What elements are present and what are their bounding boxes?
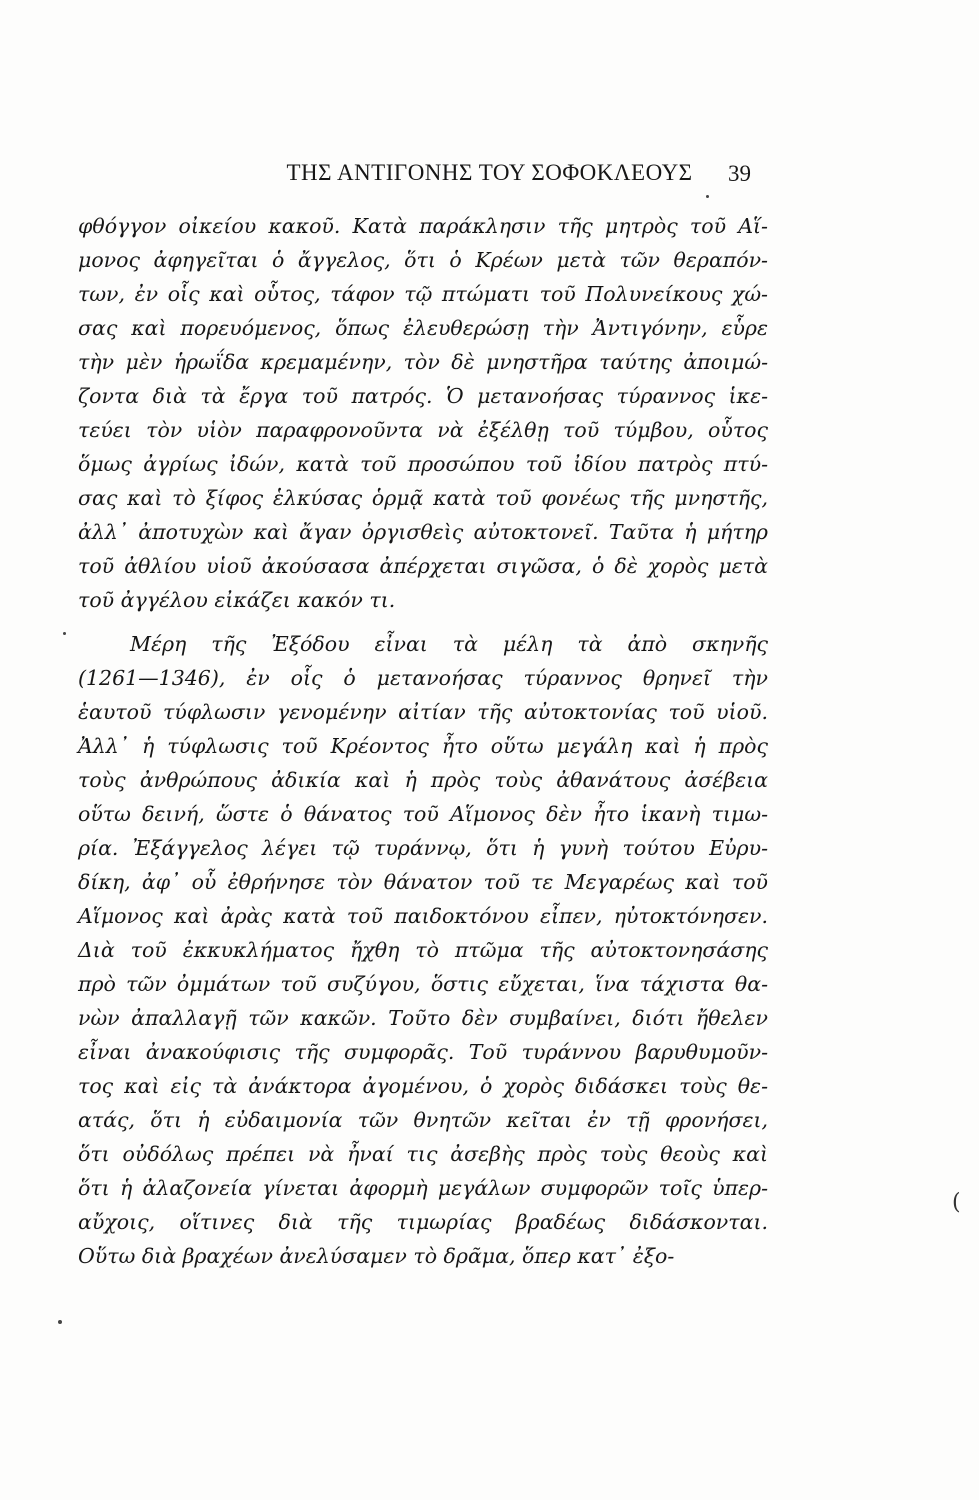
text-line: τος καὶ εἰς τὰ ἀνάκτορα ἀγομένου, ὁ χορὸς διδάσκει τοὺς θε- bbox=[78, 1074, 768, 1098]
text-line: φθόγγον οἰκείου κακοῦ. Κατὰ παράκλησιν τῆς μητρὸς τοῦ Αἵ- bbox=[78, 214, 768, 238]
text-line: ἀλλ᾽ ἀποτυχὼν καὶ ἄγαν ὀργισθεὶς αὐτοκτονεῖ. Ταῦτα ἡ μήτηρ bbox=[78, 520, 768, 544]
text-line-paragraph-end: Οὕτω διὰ βραχέων ἀνελύσαμεν τὸ δρᾶμα, ὅπερ κατ᾽ ἐξο- bbox=[78, 1244, 675, 1268]
text-line: δίκη, ἀφ᾽ οὗ ἐθρήνησε τὸν θάνατον τοῦ τε Μεγαρέως καὶ τοῦ bbox=[78, 870, 768, 894]
running-header-title: ΤΗΣ ΑΝΤΙΓΟΝΗΣ ΤΟΥ ΣΟΦΟΚΛΕΟΥΣ bbox=[286, 160, 693, 185]
text-line: σας καὶ πορευόμενος, ὅπως ἐλευθερώσῃ τὴν Ἀντιγόνην, εὗρε bbox=[78, 316, 768, 340]
text-line: τεύει τὸν υἱὸν παραφρονοῦντα νὰ ἐξέλθῃ τοῦ τύμβου, οὗτος bbox=[78, 418, 768, 442]
text-line: (1261—1346), ἐν οἷς ὁ μετανοήσας τύραννος θρηνεῖ τὴν bbox=[78, 666, 768, 690]
text-line: ατάς, ὅτι ἡ εὐδαιμονία τῶν θνητῶν κεῖται ἐν τῇ φρονήσει, bbox=[78, 1108, 768, 1132]
text-line: Ἀλλ᾽ ἡ τύφλωσις τοῦ Κρέοντος ἦτο οὕτω μεγάλη καὶ ἡ πρὸς bbox=[78, 734, 768, 758]
text-line: τοῦ ἀθλίου υἱοῦ ἀκούσασα ἀπέρχεται σιγῶσα, ὁ δὲ χορὸς μετὰ bbox=[78, 554, 768, 578]
ink-speck bbox=[58, 1320, 62, 1324]
text-line: ὅμως ἀγρίως ἰδών, κατὰ τοῦ προσώπου τοῦ ἰδίου πατρὸς πτύ- bbox=[78, 452, 768, 476]
text-line: μονος ἀφηγεῖται ὁ ἄγγελος, ὅτι ὁ Κρέων μετὰ τῶν θεραπόν- bbox=[78, 248, 768, 272]
page-number: 39 bbox=[728, 161, 751, 186]
ink-speck bbox=[706, 195, 709, 198]
text-line-paragraph-start: Μέρη τῆς Ἐξόδου εἶναι τὰ μέλη τὰ ἀπὸ σκηνῆς bbox=[130, 632, 768, 656]
text-line: ὅτι οὐδόλως πρέπει νὰ ἦναί τις ἀσεβὴς πρὸς τοὺς θεοὺς καὶ bbox=[78, 1142, 768, 1166]
text-line-paragraph-end: τοῦ ἀγγέλου εἰκάζει κακόν τι. bbox=[78, 588, 396, 612]
text-line: ζοντα διὰ τὰ ἔργα τοῦ πατρός. Ὁ μετανοήσας τύραννος ἱκε- bbox=[78, 384, 768, 408]
text-line: τοὺς ἀνθρώπους ἀδικία καὶ ἡ πρὸς τοὺς ἀθανάτους ἀσέβεια bbox=[78, 768, 768, 792]
text-line: εἶναι ἀνακούφισις τῆς συμφορᾶς. Τοῦ τυράννου βαρυθυμοῦν- bbox=[78, 1040, 768, 1064]
margin-mark: ( bbox=[952, 1190, 961, 1215]
text-line: νὼν ἀπαλλαγῇ τῶν κακῶν. Τοῦτο δὲν συμβαίνει, διότι ἤθελεν bbox=[78, 1006, 768, 1030]
text-line: Διὰ τοῦ ἐκκυκλήματος ἤχθη τὸ πτῶμα τῆς αὐτοκτονησάσης bbox=[78, 938, 768, 962]
text-line: ὅτι ἡ ἀλαζονεία γίνεται ἀφορμὴ μεγάλων συμφορῶν τοῖς ὑπερ- bbox=[78, 1176, 768, 1200]
text-line: τὴν μὲν ἡρωΐδα κρεμαμένην, τὸν δὲ μνηστῆρα ταύτης ἀποιμώ- bbox=[78, 350, 768, 374]
text-line: των, ἐν οἷς καὶ οὗτος, τάφον τῷ πτώματι τοῦ Πολυνείκους χώ- bbox=[78, 282, 768, 306]
ink-speck bbox=[63, 632, 66, 635]
text-line: ρία. Ἐξάγγελος λέγει τῷ τυράννῳ, ὅτι ἡ γυνὴ τούτου Εὐρυ- bbox=[78, 836, 768, 860]
text-line: Αἵμονος καὶ ἀρὰς κατὰ τοῦ παιδοκτόνου εἶπεν, ηὐτοκτόνησεν. bbox=[78, 904, 768, 928]
text-line: πρὸ τῶν ὀμμάτων τοῦ συζύγου, ὅστις εὔχεται, ἵνα τάχιστα θα- bbox=[78, 972, 768, 996]
text-line: ἑαυτοῦ τύφλωσιν γενομένην αἰτίαν τῆς αὐτοκτονίας τοῦ υἱοῦ. bbox=[78, 700, 768, 724]
text-line: σας καὶ τὸ ξίφος ἑλκύσας ὁρμᾷ κατὰ τοῦ φονέως τῆς μνηστῆς, bbox=[78, 486, 768, 510]
text-line: αὔχοις, οἵτινες διὰ τῆς τιμωρίας βραδέως διδάσκονται. bbox=[78, 1210, 768, 1234]
text-line: οὕτω δεινή, ὥστε ὁ θάνατος τοῦ Αἵμονος δὲν ἦτο ἱκανὴ τιμω- bbox=[78, 802, 768, 826]
